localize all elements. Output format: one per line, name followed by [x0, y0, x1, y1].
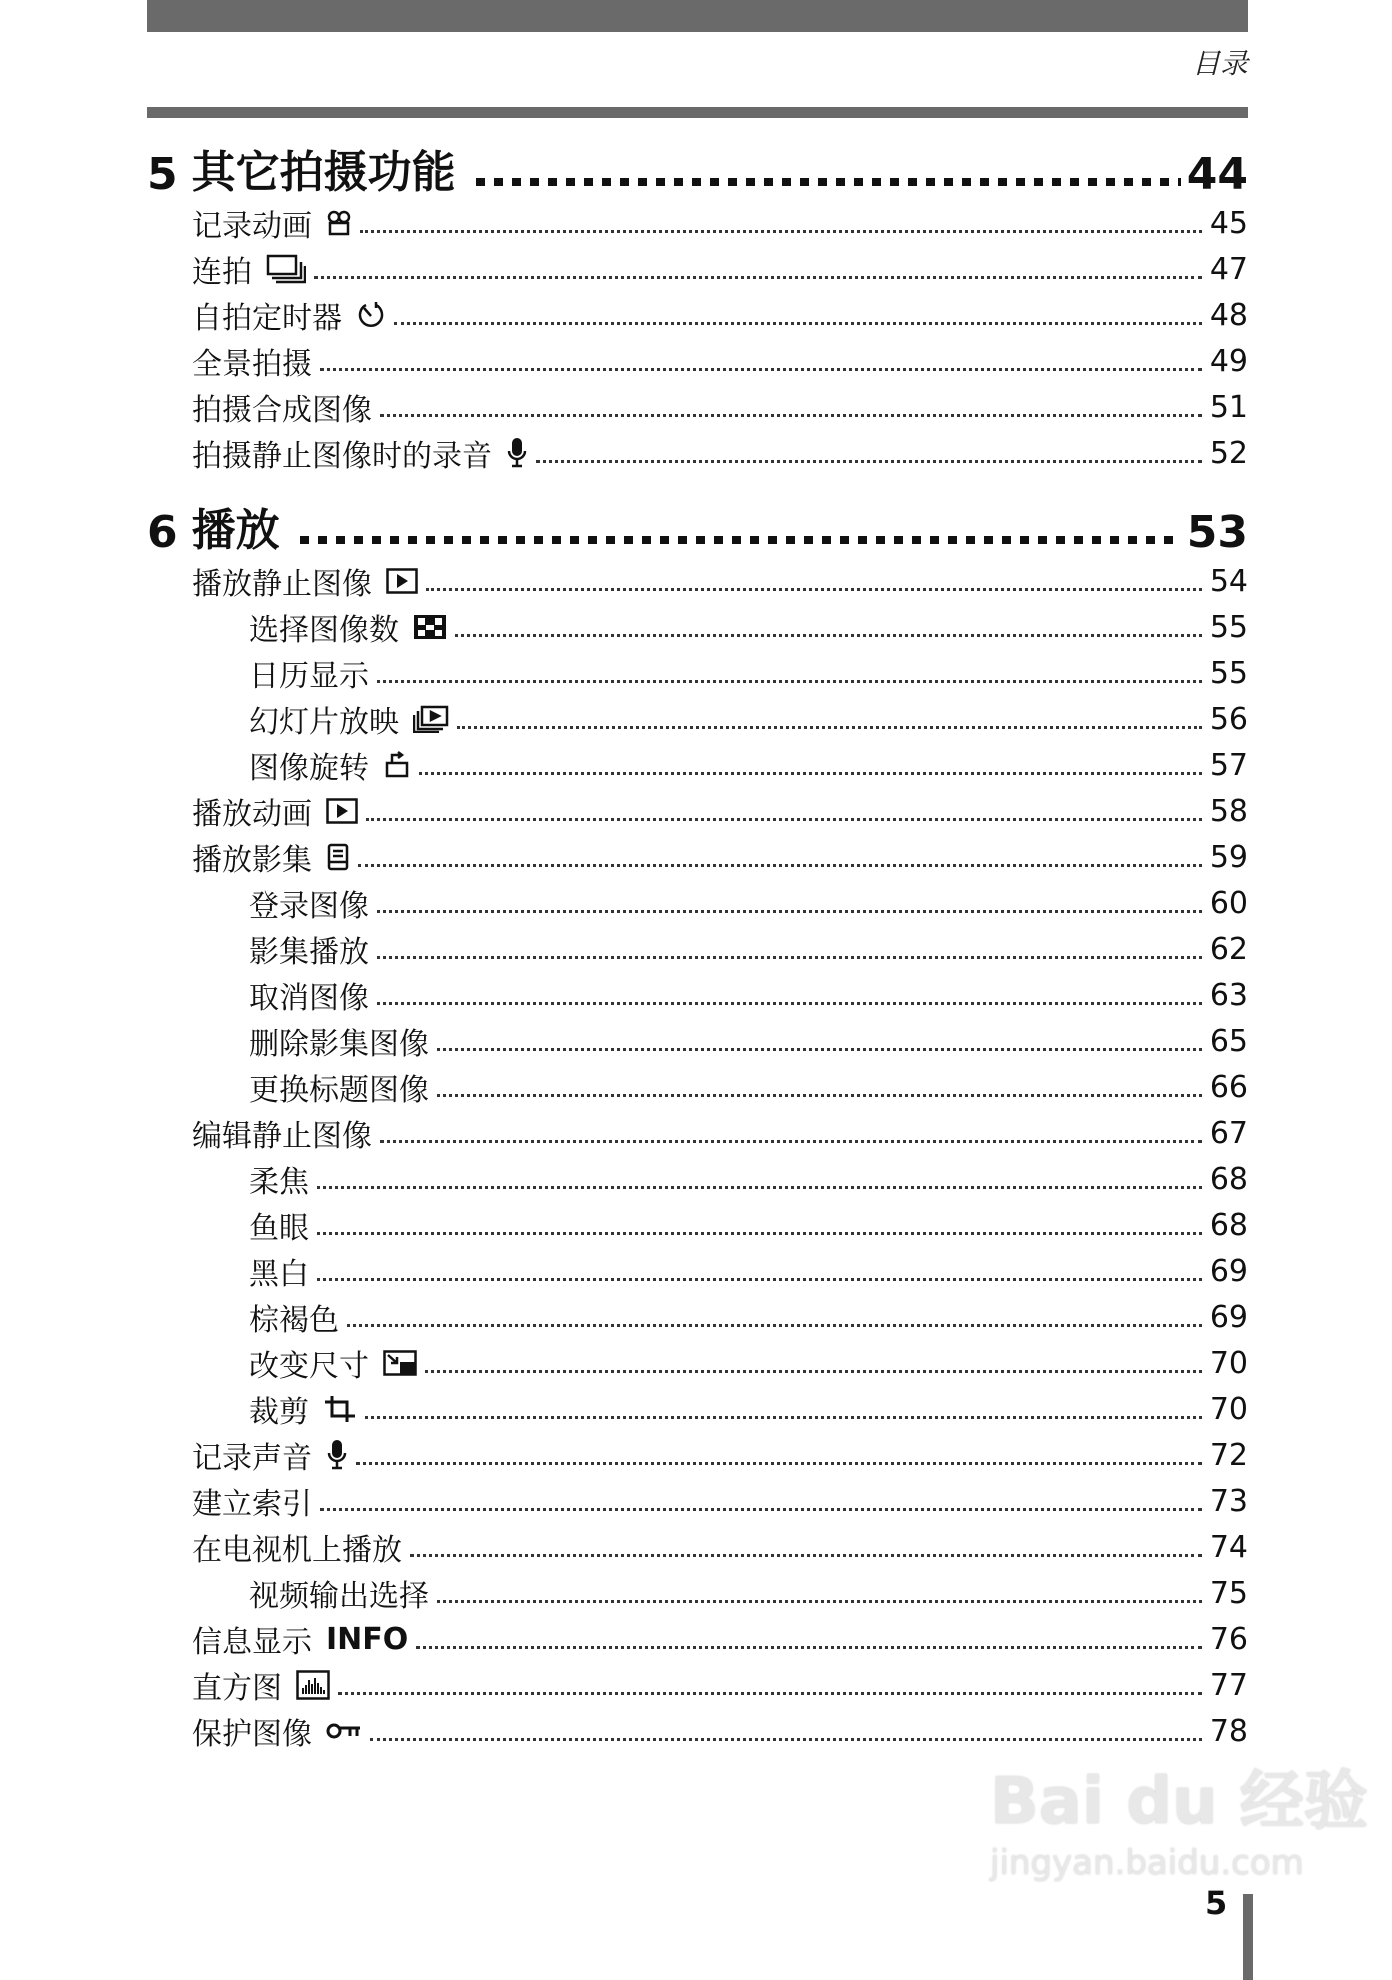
header-title: 目录	[1191, 47, 1248, 80]
section-page: 53	[1186, 507, 1248, 558]
entry-page: 76	[1209, 1621, 1248, 1657]
toc-entry[interactable]	[147, 1524, 1248, 1570]
entry-label: 记录声音	[192, 1441, 312, 1476]
entry-page: 47	[1209, 251, 1248, 287]
dot-leader	[356, 1462, 1202, 1465]
toc-entry[interactable]	[147, 742, 1248, 788]
toc-entry[interactable]	[147, 1478, 1248, 1524]
entry-label: 自拍定时器	[192, 301, 342, 336]
entry-label: 幻灯片放映	[249, 705, 399, 740]
entry-label: 全景拍摄	[192, 347, 312, 382]
dot-leader	[320, 368, 1202, 371]
entry-label: 鱼眼	[249, 1211, 309, 1246]
entry-label: 直方图	[192, 1671, 282, 1706]
dot-leader	[320, 1508, 1202, 1511]
entry-label: 拍摄合成图像	[192, 393, 372, 428]
dot-leader	[366, 818, 1202, 821]
section-number: 5	[147, 149, 178, 200]
entry-page: 63	[1209, 977, 1248, 1013]
entry-page: 55	[1209, 655, 1248, 691]
entry-label: 连拍	[192, 255, 252, 290]
toc-entry[interactable]	[147, 292, 1248, 338]
watermark-logo-text: Bai du 经验	[990, 1765, 1368, 1839]
toc-entry[interactable]	[147, 880, 1248, 926]
play-icon	[326, 798, 358, 824]
entry-page: 67	[1209, 1115, 1248, 1151]
entry-page: 68	[1209, 1161, 1248, 1197]
dot-leader	[425, 1370, 1202, 1373]
section-page: 44	[1186, 149, 1248, 200]
entry-label: 建立索引	[192, 1487, 312, 1522]
toc-entry[interactable]	[147, 246, 1248, 292]
toc-entry[interactable]	[147, 1248, 1248, 1294]
entry-label: 视频输出选择	[249, 1579, 429, 1614]
entry-label: 影集播放	[249, 935, 369, 970]
toc-entry[interactable]	[147, 1386, 1248, 1432]
section-number: 6	[147, 507, 178, 558]
toc-entry[interactable]	[147, 1708, 1248, 1754]
toc-entry[interactable]	[147, 1294, 1248, 1340]
histogram-icon	[296, 1670, 330, 1700]
toc-entry[interactable]	[147, 1432, 1248, 1478]
dot-leader	[317, 1186, 1202, 1189]
entry-label: 取消图像	[249, 981, 369, 1016]
slideshow-icon	[413, 705, 449, 733]
entry-page: 48	[1209, 297, 1248, 333]
page-edge-tab	[1243, 1894, 1253, 1980]
dash-leader	[476, 178, 1181, 186]
crop-icon	[323, 1394, 357, 1424]
entry-page: 52	[1209, 435, 1248, 471]
entry-page: 51	[1209, 389, 1248, 425]
entry-label: 在电视机上播放	[192, 1533, 402, 1568]
toc-entry[interactable]	[147, 1018, 1248, 1064]
dot-leader	[455, 634, 1202, 637]
dot-leader	[317, 1278, 1202, 1281]
toc-entry[interactable]	[147, 696, 1248, 742]
entry-label: 柔焦	[249, 1165, 309, 1200]
entry-page: 78	[1209, 1713, 1248, 1749]
toc-entry[interactable]	[147, 1202, 1248, 1248]
dot-leader	[314, 276, 1202, 279]
watermark-url: jingyan.baidu.com	[990, 1843, 1304, 1883]
page-number: 5	[1205, 1884, 1228, 1922]
entry-label: 播放静止图像	[192, 567, 372, 602]
entry-label: 日历显示	[249, 659, 369, 694]
index-grid-icon	[413, 614, 447, 640]
entry-label: 信息显示	[192, 1625, 312, 1660]
dot-leader	[365, 1416, 1202, 1419]
entry-page: 74	[1209, 1529, 1248, 1565]
entry-label: 登录图像	[249, 889, 369, 924]
entry-page: 70	[1209, 1391, 1248, 1427]
rotate-icon	[383, 751, 411, 779]
header-rule	[147, 107, 1248, 118]
entry-page: 69	[1209, 1299, 1248, 1335]
resize-icon	[383, 1350, 417, 1376]
dot-leader	[347, 1324, 1202, 1327]
dot-leader	[377, 910, 1202, 913]
entry-page: 59	[1209, 839, 1248, 875]
toc-entry[interactable]	[147, 788, 1248, 834]
entry-page: 60	[1209, 885, 1248, 921]
entry-label: 记录动画	[192, 209, 312, 244]
entry-label: 图像旋转	[249, 751, 369, 786]
entry-label: 更换标题图像	[249, 1073, 429, 1108]
entry-page: 66	[1209, 1069, 1248, 1105]
dot-leader	[457, 726, 1202, 729]
toc-entry[interactable]	[147, 1340, 1248, 1386]
dot-leader	[437, 1048, 1202, 1051]
entry-label: 选择图像数	[249, 613, 399, 648]
toc-entry[interactable]	[147, 384, 1248, 430]
toc-entry[interactable]	[147, 604, 1248, 650]
entry-label: 保护图像	[192, 1717, 312, 1752]
entry-page: 69	[1209, 1253, 1248, 1289]
toc-entry[interactable]	[147, 650, 1248, 696]
entry-page: 75	[1209, 1575, 1248, 1611]
entry-page: 57	[1209, 747, 1248, 783]
entry-page: 49	[1209, 343, 1248, 379]
toc-entry[interactable]	[147, 1616, 1248, 1662]
entry-page: 77	[1209, 1667, 1248, 1703]
toc-entry[interactable]	[147, 1156, 1248, 1202]
self-timer-icon	[356, 300, 386, 330]
entry-page: 54	[1209, 563, 1248, 599]
toc-entry[interactable]	[147, 558, 1248, 604]
section-title: 其它拍摄功能	[191, 147, 456, 198]
dot-leader	[437, 1094, 1202, 1097]
toc-section-6	[147, 498, 1248, 1754]
dot-leader	[426, 588, 1202, 591]
toc-entry[interactable]	[147, 1110, 1248, 1156]
microphone-icon	[506, 437, 528, 469]
entry-label: 黑白	[249, 1257, 309, 1292]
dot-leader	[377, 1002, 1202, 1005]
dot-leader	[536, 460, 1202, 463]
top-header-bar	[147, 0, 1248, 32]
dot-leader	[419, 772, 1202, 775]
entry-label: 棕褐色	[249, 1303, 339, 1338]
toc-entry[interactable]	[147, 1662, 1248, 1708]
entry-page: 65	[1209, 1023, 1248, 1059]
info-tag: INFO	[326, 1621, 409, 1657]
dot-leader	[358, 864, 1202, 867]
toc-entry[interactable]	[147, 338, 1248, 384]
table-of-contents	[147, 140, 1248, 1776]
dot-leader	[410, 1554, 1202, 1557]
play-icon	[386, 568, 418, 594]
toc-entry[interactable]	[147, 926, 1248, 972]
entry-label: 拍摄静止图像时的录音	[192, 439, 492, 474]
toc-entry[interactable]	[147, 1064, 1248, 1110]
dot-leader	[437, 1600, 1202, 1603]
entry-page: 62	[1209, 931, 1248, 967]
dot-leader	[380, 414, 1202, 417]
entry-page: 58	[1209, 793, 1248, 829]
dot-leader	[380, 1140, 1202, 1143]
album-icon	[326, 843, 350, 871]
dot-leader	[360, 230, 1202, 233]
movie-icon	[326, 210, 352, 236]
entry-label: 编辑静止图像	[192, 1119, 372, 1154]
entry-page: 73	[1209, 1483, 1248, 1519]
dot-leader	[370, 1738, 1202, 1741]
entry-label: 播放影集	[192, 843, 312, 878]
entry-label: 删除影集图像	[249, 1027, 429, 1062]
toc-entry[interactable]	[147, 1570, 1248, 1616]
entry-label: 改变尺寸	[249, 1349, 369, 1384]
entry-page: 55	[1209, 609, 1248, 645]
toc-entry[interactable]	[147, 200, 1248, 246]
section-heading[interactable]	[147, 498, 1248, 558]
entry-page: 70	[1209, 1345, 1248, 1381]
dot-leader	[377, 956, 1202, 959]
section-title: 播放	[191, 505, 280, 556]
entry-page: 72	[1209, 1437, 1248, 1473]
toc-entry[interactable]	[147, 972, 1248, 1018]
dash-leader	[300, 536, 1181, 544]
dot-leader	[394, 322, 1202, 325]
key-icon	[326, 1720, 362, 1742]
sequential-shooting-icon	[266, 254, 306, 284]
dot-leader	[338, 1692, 1202, 1695]
entry-page: 68	[1209, 1207, 1248, 1243]
entry-page: 56	[1209, 701, 1248, 737]
toc-section-5	[147, 140, 1248, 476]
watermark-logo	[990, 1765, 1368, 1883]
dot-leader	[377, 680, 1202, 683]
section-heading[interactable]	[147, 140, 1248, 200]
entry-label: 播放动画	[192, 797, 312, 832]
dot-leader	[317, 1232, 1202, 1235]
dot-leader	[416, 1646, 1202, 1649]
toc-entry[interactable]	[147, 430, 1248, 476]
entry-label: 裁剪	[249, 1395, 309, 1430]
entry-page: 45	[1209, 205, 1248, 241]
toc-entry[interactable]	[147, 834, 1248, 880]
microphone-icon	[326, 1439, 348, 1471]
